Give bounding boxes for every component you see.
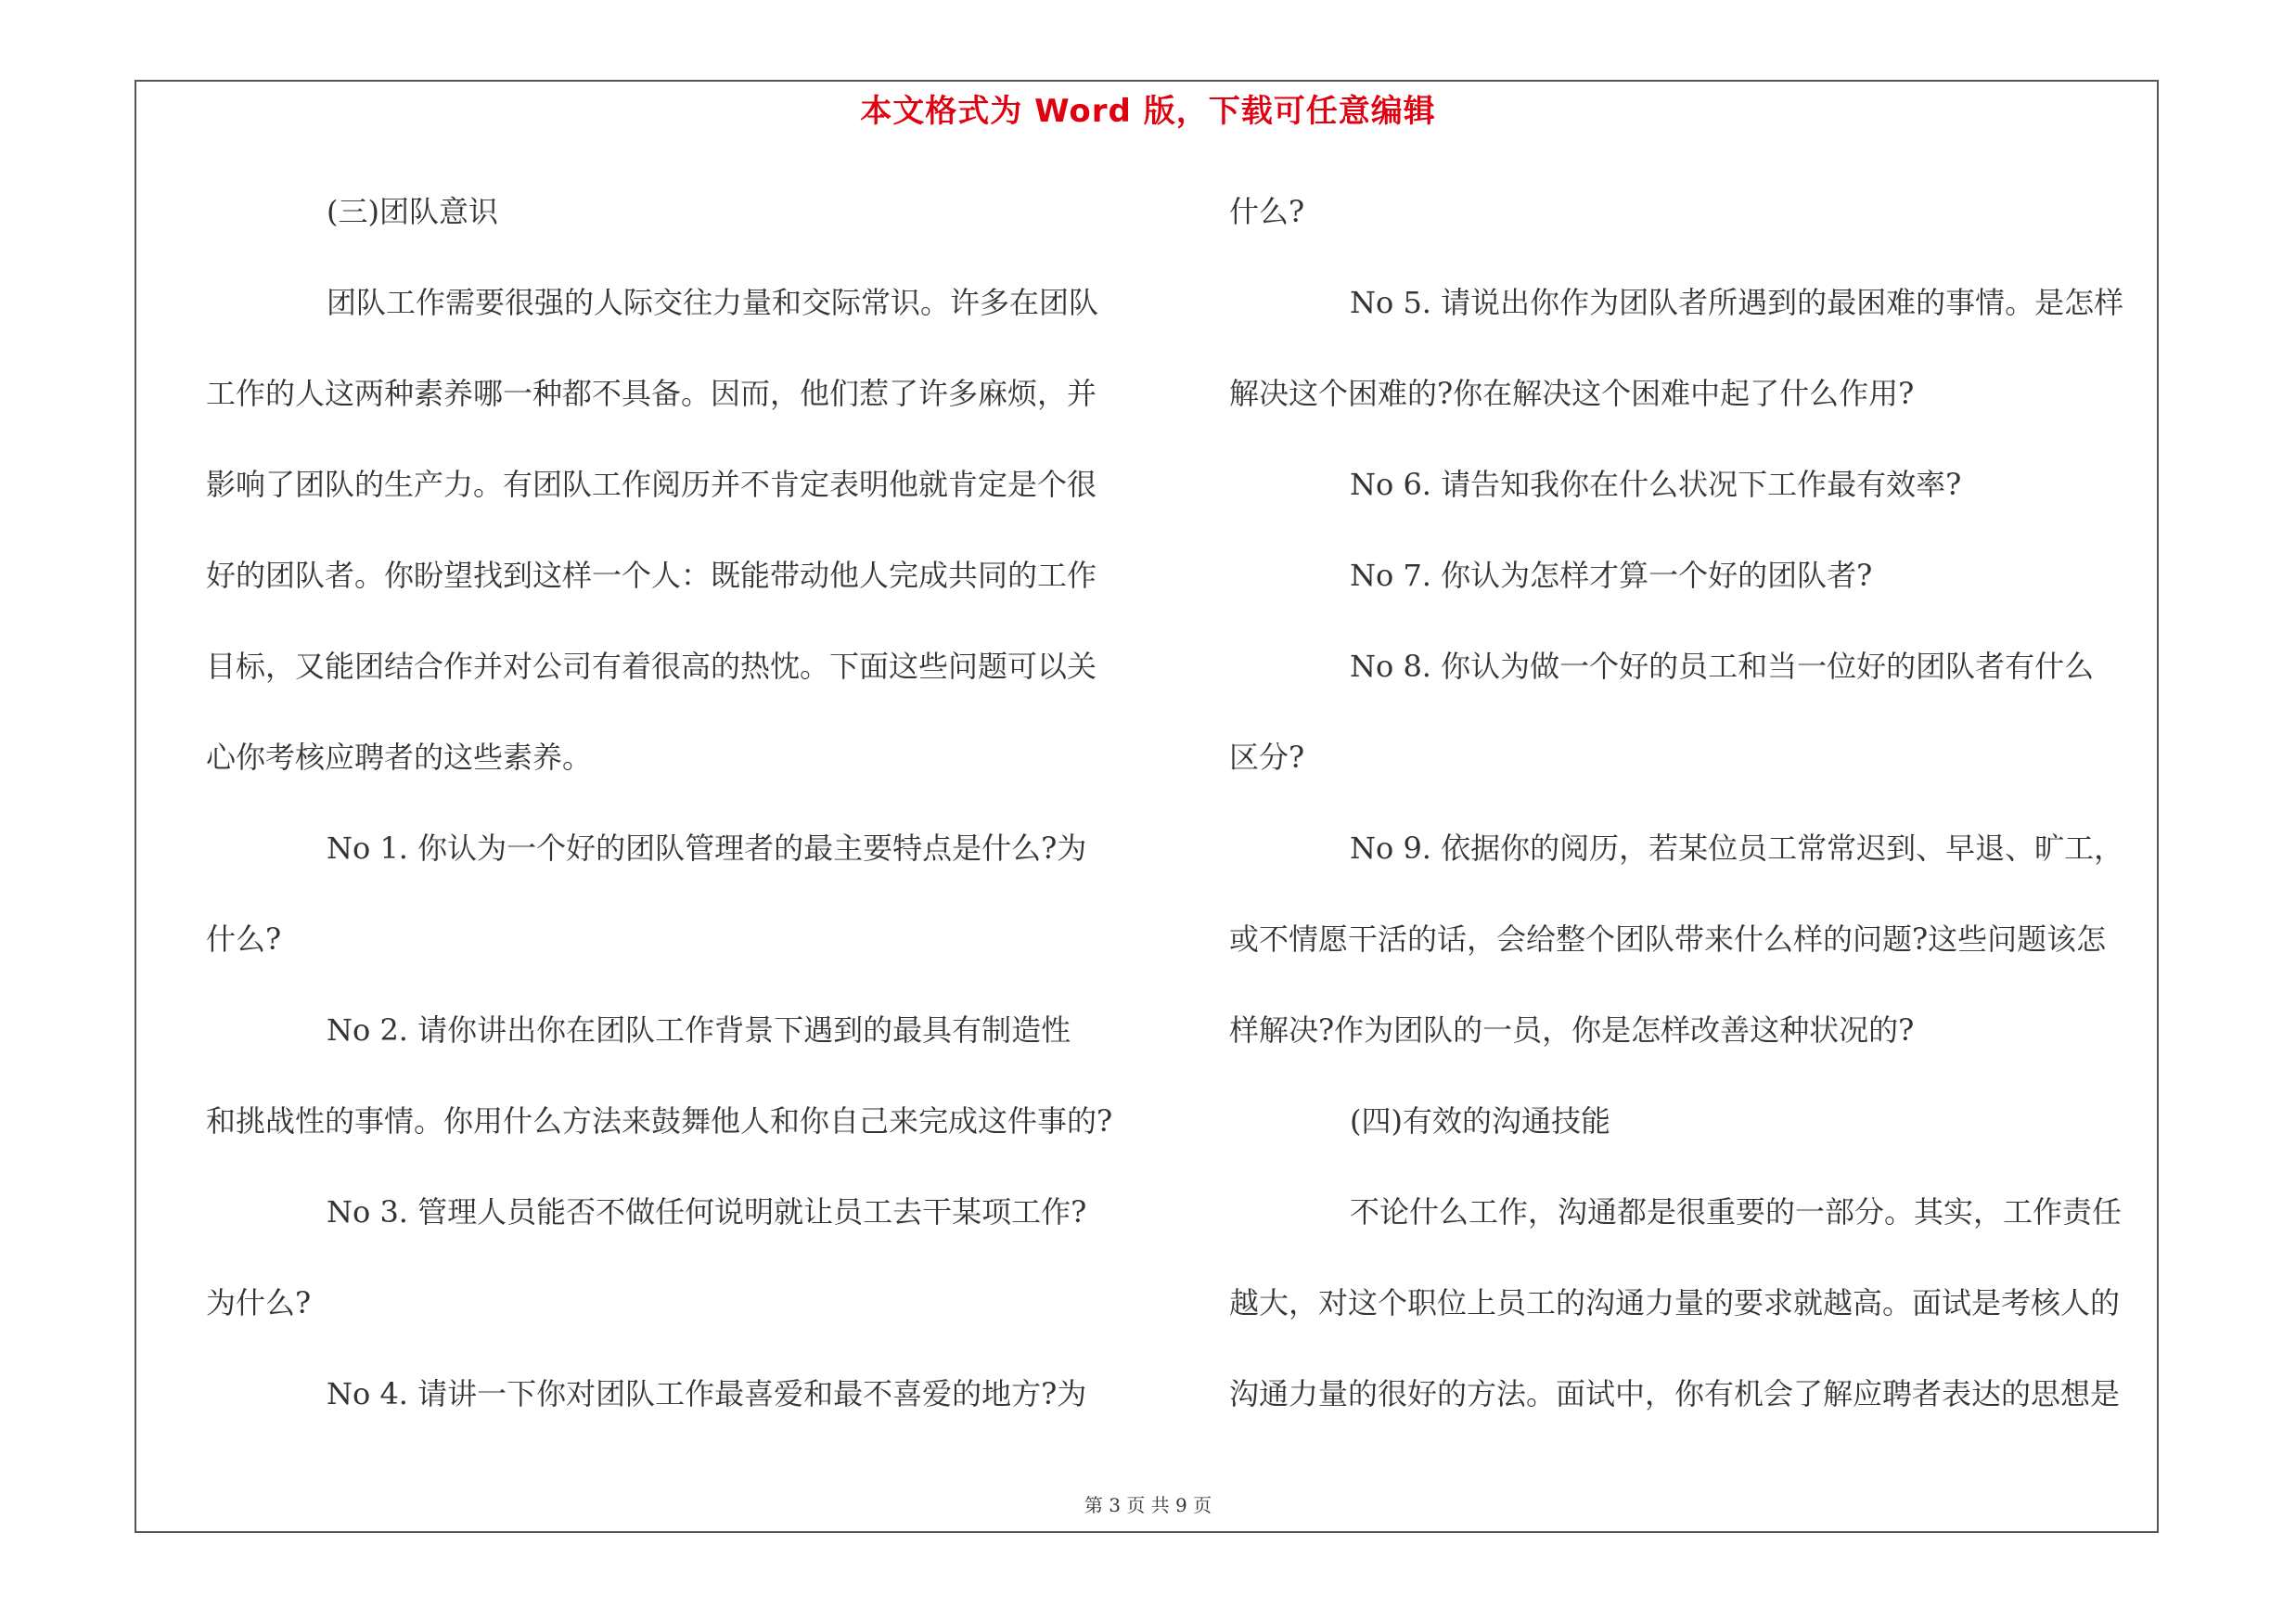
text-line: 什么? <box>1229 194 1305 229</box>
text-line: No 2. 请你讲出你在团队工作背景下遇到的最具有制造性 <box>327 1012 1071 1048</box>
right-column <box>1229 181 2152 1454</box>
text-line: 样解决?作为团队的一员，你是怎样改善这种状况的? <box>1229 1012 1915 1048</box>
text-line: 团队工作需要很强的人际交往力量和交际常识。许多在团队 <box>327 285 1099 320</box>
text-line: 目标，又能团结合作并对公司有着很高的热忱。下面这些问题可以关 <box>206 649 1097 684</box>
text-line: 影响了团队的生产力。有团队工作阅历并不肯定表明他就肯定是个很 <box>206 467 1097 502</box>
banner-title: 本文格式为 Word 版，下载可任意编辑 <box>860 93 1436 130</box>
text-line: 不论什么工作，沟通都是很重要的一部分。其实，工作责任 <box>1350 1194 2123 1230</box>
text-line: No 3. 管理人员能否不做任何说明就让员工去干某项工作? <box>327 1194 1087 1230</box>
text-line: 好的团队者。你盼望找到这样一个人：既能带动他人完成共同的工作 <box>206 558 1097 593</box>
text-line: 什么? <box>206 921 282 957</box>
left-column <box>206 181 1129 1454</box>
text-line: 为什么? <box>206 1285 312 1320</box>
text-line: 和挑战性的事情。你用什么方法来鼓舞他人和你自己来完成这件事的? <box>206 1103 1113 1139</box>
text-line: 沟通力量的很好的方法。面试中，你有机会了解应聘者表达的思想是 <box>1229 1376 2121 1411</box>
text-line: 心你考核应聘者的这些素养。 <box>206 740 593 775</box>
text-line: No 4. 请讲一下你对团队工作最喜爱和最不喜爱的地方?为 <box>327 1376 1087 1411</box>
text-line: No 5. 请说出你作为团队者所遇到的最困难的事情。是怎样 <box>1350 285 2124 320</box>
text-line: (三)团队意识 <box>327 194 498 229</box>
text-line: No 1. 你认为一个好的团队管理者的最主要特点是什么?为 <box>327 831 1087 866</box>
text-line: (四)有效的沟通技能 <box>1350 1103 1610 1139</box>
text-line: 解决这个困难的?你在解决这个困难中起了什么作用? <box>1229 376 1915 411</box>
text-line: 或不情愿干活的话，会给整个团队带来什么样的问题?这些问题该怎 <box>1229 921 2107 957</box>
text-line: 工作的人这两种素养哪一种都不具备。因而，他们惹了许多麻烦，并 <box>206 376 1097 411</box>
text-line: No 6. 请告知我你在什么状况下工作最有效率? <box>1350 467 1962 502</box>
text-line: No 9. 依据你的阅历，若某位员工常常迟到、早退、旷工， <box>1350 831 2124 866</box>
text-line: No 7. 你认为怎样才算一个好的团队者? <box>1350 558 1873 593</box>
text-line: 越大，对这个职位上员工的沟通力量的要求就越高。面试是考核人的 <box>1229 1285 2121 1320</box>
text-line: 区分? <box>1229 740 1305 775</box>
text-line: No 8. 你认为做一个好的员工和当一位好的团队者有什么 <box>1350 649 2095 684</box>
page-number: 第 3 页 共 9 页 <box>1084 1494 1212 1516</box>
